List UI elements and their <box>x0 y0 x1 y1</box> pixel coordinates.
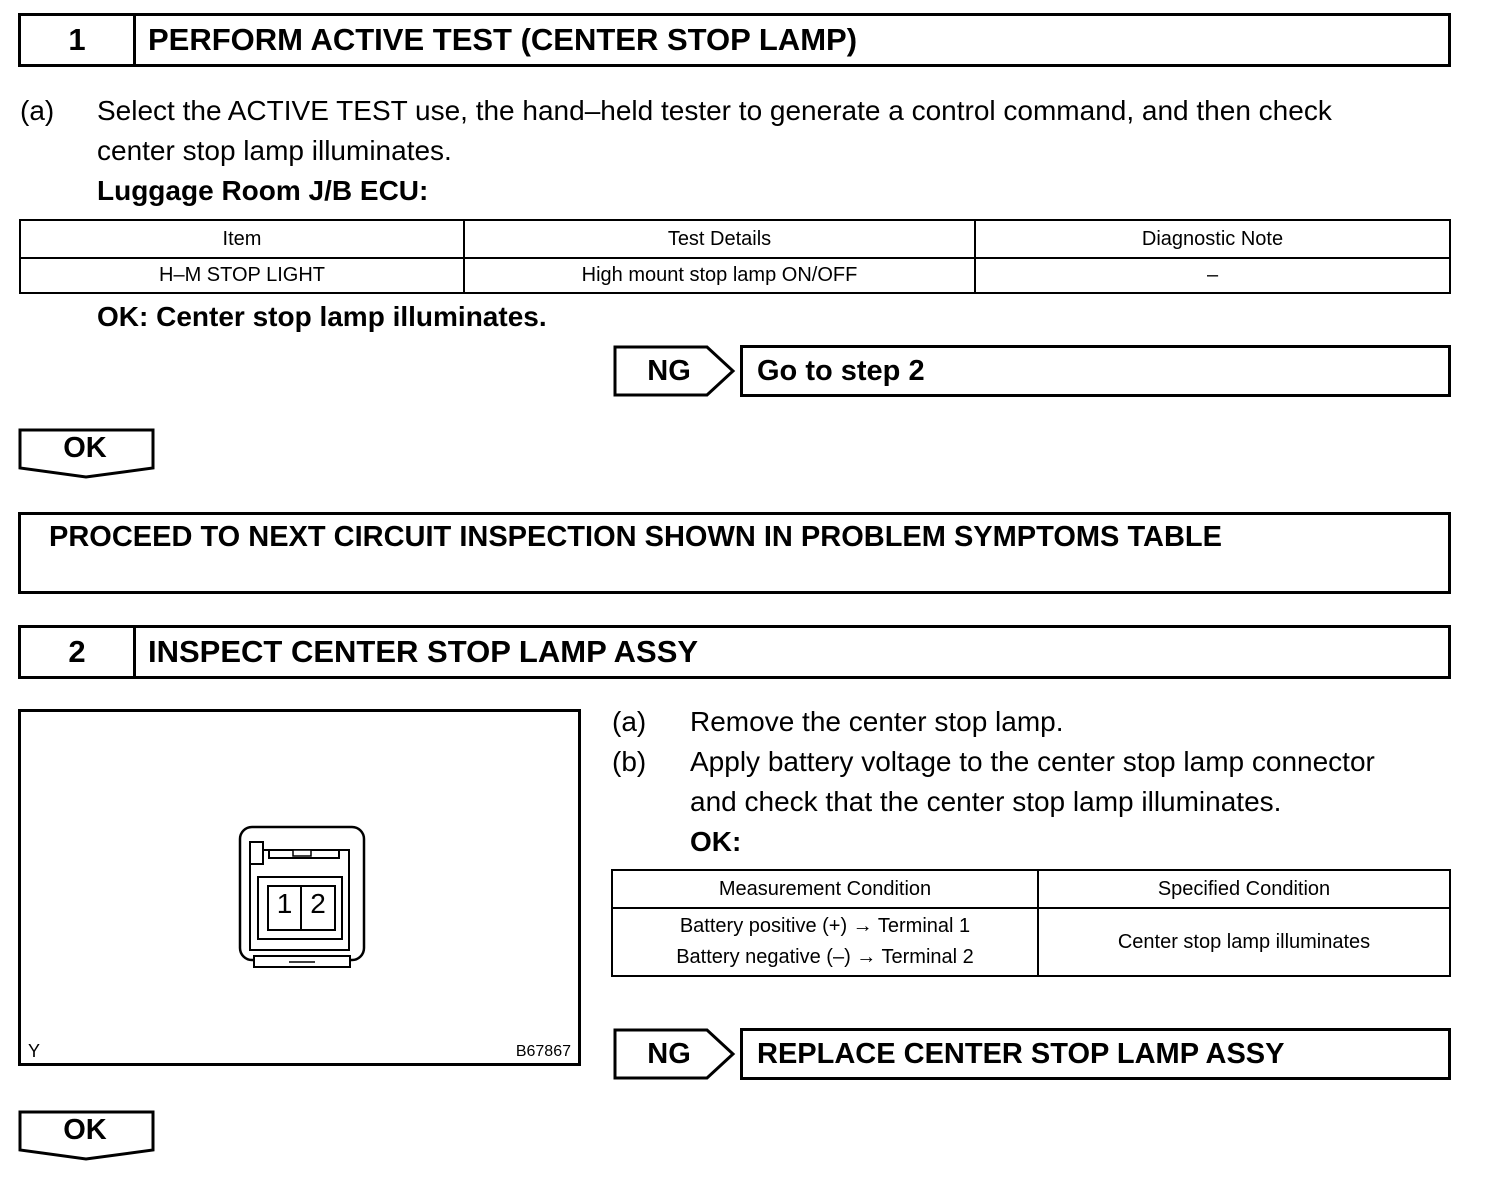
table-row <box>612 908 1450 976</box>
step-2-item-a-label: (a) <box>612 706 647 737</box>
table-header: Specified Condition <box>1038 870 1450 908</box>
proceed-text: PROCEED TO NEXT CIRCUIT INSPECTION SHOWN IN PROBLEM SYMPTOMS TABLE <box>49 521 1222 553</box>
ng-result-text: Go to step 2 <box>757 354 925 387</box>
step-1-item-a-line1: Select the ACTIVE TEST use, the hand–held tester to generate a control command, and then check <box>97 95 1332 126</box>
measurement-table <box>611 869 1451 977</box>
ng-label: NG <box>647 1037 691 1070</box>
step-2-item-b-line2: and check that the center stop lamp illuminates. <box>690 786 1282 817</box>
table-header: Test Details <box>464 220 975 258</box>
terminal-2-label: 2 <box>310 888 326 919</box>
step-number: 1 <box>21 16 136 64</box>
terminal-1-label: 1 <box>276 888 293 919</box>
table-cell: High mount stop lamp ON/OFF <box>464 258 975 293</box>
active-test-table <box>19 219 1451 294</box>
ok-label: OK <box>63 432 107 464</box>
step-2-item-b-label: (b) <box>612 746 647 777</box>
step-1-ok-criteria: OK: Center stop lamp illuminates. <box>97 301 547 332</box>
table-header: Item <box>20 220 464 258</box>
ng-result-text: REPLACE CENTER STOP LAMP ASSY <box>757 1037 1285 1070</box>
table-header: Measurement Condition <box>612 870 1038 908</box>
step-1-subheading: Luggage Room J/B ECU: <box>97 175 429 206</box>
step-2-item-a-text: Remove the center stop lamp. <box>690 706 1064 737</box>
table-header: Diagnostic Note <box>975 220 1450 258</box>
condition-line-1: Battery positive (+) → Terminal 1 <box>679 915 971 937</box>
figure-corner-label: Y <box>28 1041 41 1061</box>
condition-line-2: Battery negative (–) → Terminal 2 <box>676 946 974 968</box>
table-header-row <box>20 220 1450 258</box>
proceed-box <box>18 512 1451 594</box>
ok-arrow <box>18 1110 156 1162</box>
step-2-header <box>18 625 1451 679</box>
connector-figure <box>18 709 581 1066</box>
ng-result-box <box>740 1028 1451 1080</box>
table-cell-spec: Center stop lamp illuminates <box>1038 908 1450 976</box>
step-1-header <box>18 13 1451 67</box>
step-number: 2 <box>21 628 136 676</box>
table-header-row <box>612 870 1450 908</box>
step-1-item-a-line2: center stop lamp illuminates. <box>97 135 452 166</box>
ng-arrow <box>613 345 737 397</box>
step-2-item-b-line1: Apply battery voltage to the center stop lamp connector <box>690 746 1375 777</box>
ng-arrow <box>613 1028 737 1080</box>
step-title: INSPECT CENTER STOP LAMP ASSY <box>148 634 699 669</box>
figure-id: B67867 <box>515 1043 571 1060</box>
step-2-ok-heading: OK: <box>690 826 742 857</box>
table-cell: H–M STOP LIGHT <box>20 258 464 293</box>
ok-arrow <box>18 428 156 480</box>
table-cell: – <box>975 258 1450 293</box>
ok-label: OK <box>63 1114 107 1146</box>
table-row <box>20 258 1450 293</box>
step-title: PERFORM ACTIVE TEST (CENTER STOP LAMP) <box>148 22 858 57</box>
step-1-item-a-label: (a) <box>20 95 55 126</box>
ng-label: NG <box>647 354 691 387</box>
table-cell-condition <box>612 908 1038 976</box>
ng-result-box <box>740 345 1451 397</box>
